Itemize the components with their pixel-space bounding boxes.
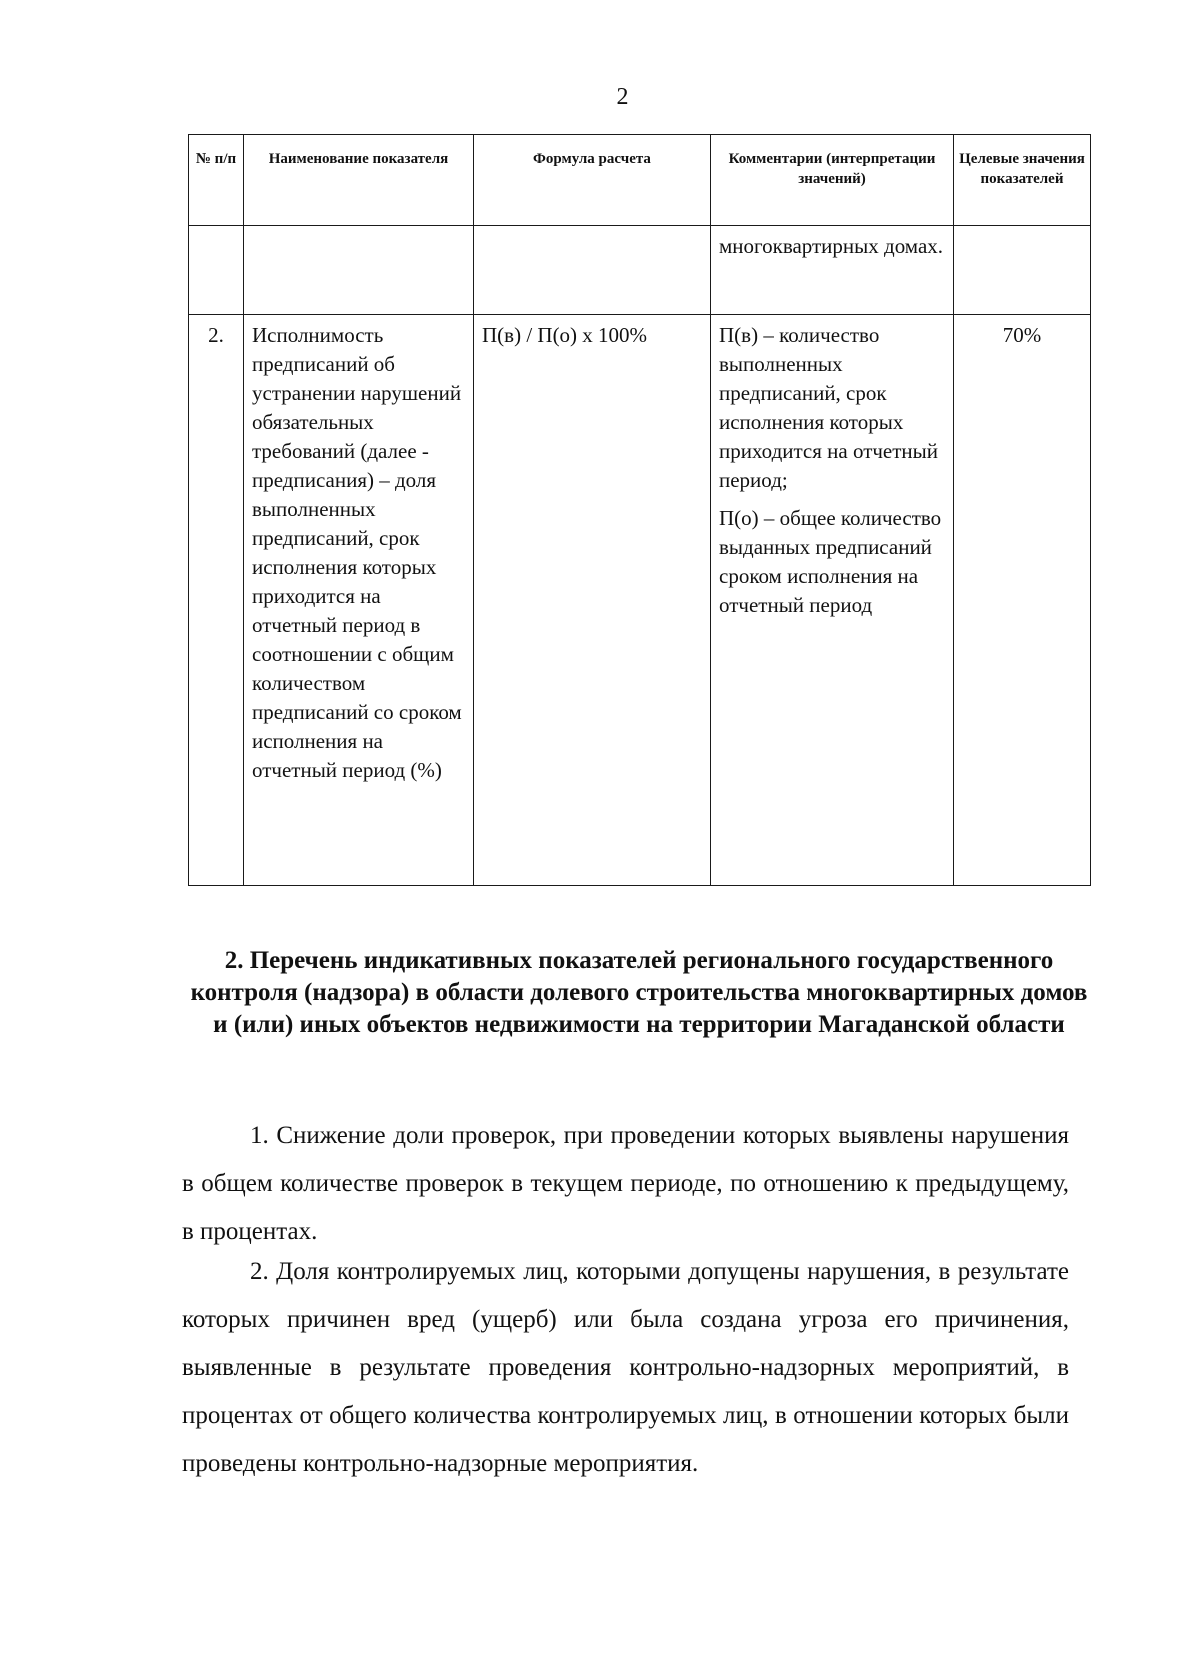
cell-target: [954, 315, 1091, 886]
cell-comment: [711, 226, 954, 315]
cell-name: [244, 226, 474, 315]
header-number: № п/п: [189, 135, 244, 226]
cell-number: [189, 315, 244, 886]
cell-formula: [474, 315, 711, 886]
cell-name: [244, 315, 474, 886]
table-row: [189, 226, 1091, 315]
indicators-table: [188, 134, 1091, 886]
cell-formula: [474, 226, 711, 315]
indicator-name: Исполнимость предписаний об устранении нарушений обязательных требований (далее - предписания) – доля выполненных предписаний, срок исполнения которых приходится на отчетный период в соотношении с общим количеством предписаний со сроком исполнения на отчетный период (%): [252, 323, 462, 782]
cell-target: [954, 226, 1091, 315]
comment-part-1: П(в) – количество выполненных предписаний, срок исполнения которых приходится на отчетный период;: [719, 323, 939, 492]
page-number: 2: [616, 84, 629, 110]
paragraph-2: 2. Доля контролируемых лиц, которыми допущены нарушения, в результате которых причинен вред (ущерб) или была создана угроза его причинения, выявленные в результате проведения контрольно-надзорных мероприятий, в процентах от общего количества контролируемых лиц, в отношении которых были проведены контрольно-надзорные мероприятия.: [182, 1258, 1069, 1477]
header-comments: Комментарии (интерпретации значений): [711, 135, 954, 226]
indicator-comment: [711, 315, 953, 626]
section-title: 2. Перечень индикативных показателей регионального государственного контроля (надзора) в области долевого строительства многоквартирных домов и (или) иных объектов недвижимости на территории Магаданской области: [190, 947, 1088, 1038]
table-header-row: [189, 135, 1091, 226]
cell-comment: [711, 315, 954, 886]
indicator-target: 70%: [1002, 323, 1042, 347]
continuation-comment: многоквартирных домах.: [719, 234, 944, 258]
indicator-formula: П(в) / П(о) х 100%: [482, 323, 648, 347]
table-row: [189, 315, 1091, 886]
paragraph-1: 1. Снижение доли проверок, при проведении которых выявлены нарушения в общем количестве проверок в текущем периоде, по отношению к предыдущему, в процентах.: [182, 1122, 1069, 1245]
header-target-values: Целевые значения показателей: [954, 135, 1091, 226]
cell-number: [189, 226, 244, 315]
header-formula: Формула расчета: [474, 135, 711, 226]
header-indicator-name: Наименование показателя: [244, 135, 474, 226]
comment-part-2: П(о) – общее количество выданных предписаний сроком исполнения на отчетный период: [719, 506, 942, 617]
row-number: 2.: [208, 323, 224, 347]
